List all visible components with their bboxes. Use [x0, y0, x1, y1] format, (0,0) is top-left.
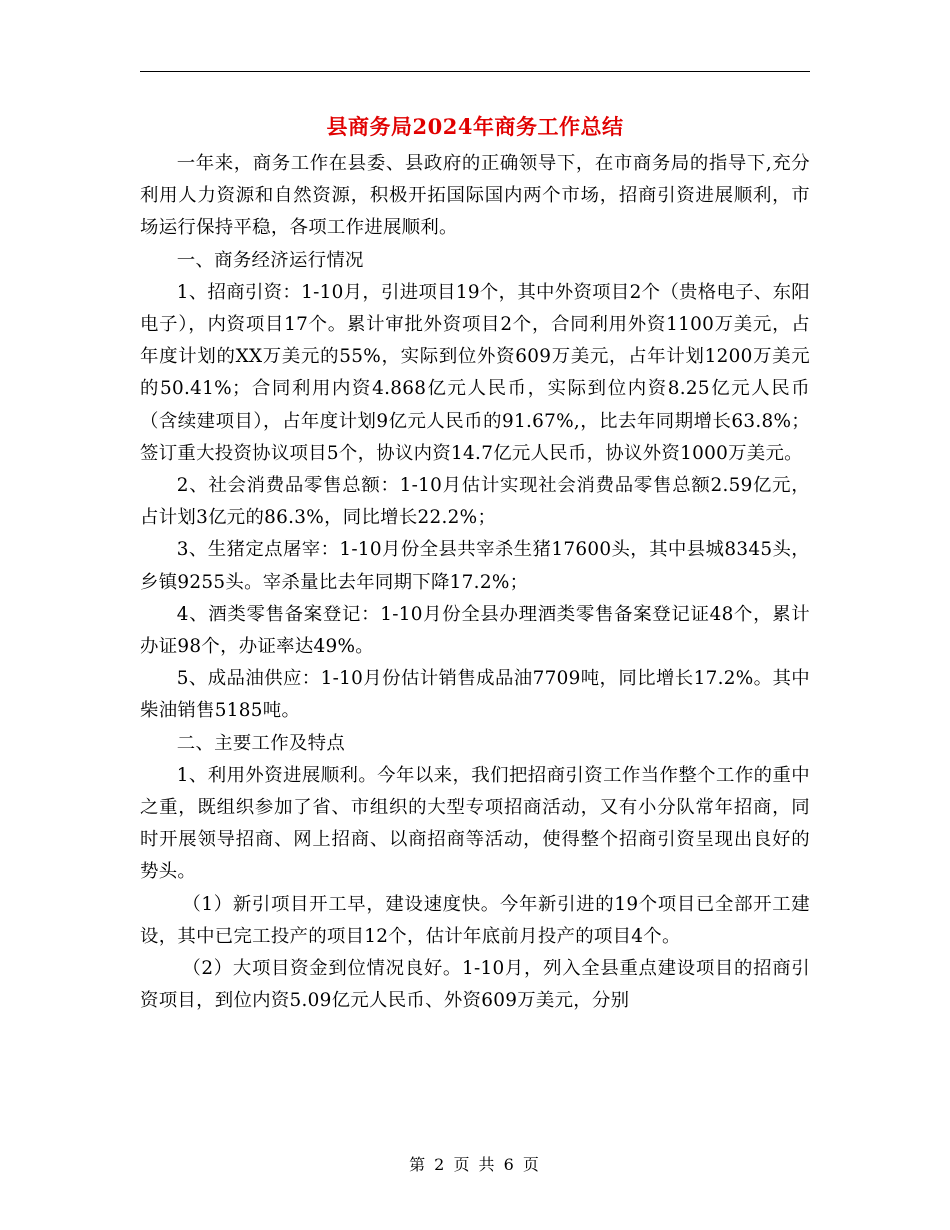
paragraph-liquor-registration: 4、酒类零售备案登记：1-10月份全县办理酒类零售备案登记证48个，累计办证98个，办证率达49%。: [140, 603, 810, 658]
paragraph-retail-sales: 2、社会消费品零售总额：1-10月估计实现社会消费品零售总额2.59亿元，占计划3亿元的86.3%，同比增长22.2%；: [140, 475, 810, 529]
section-heading-main-work: 二、主要工作及特点: [176, 732, 346, 754]
paragraph-major-project-funds: （2）大项目资金到位情况良好。1-10月，列入全县重点建设项目的招商引资项目，到位内资5.09亿元人民币、外资609万美元，分别: [140, 958, 810, 1012]
paragraph-pig-slaughter: 3、生猪定点屠宰：1-10月份全县共宰杀生猪17600头，其中县城8345头，乡镇9255头。宰杀量比去年同期下降17.2%；: [140, 539, 810, 593]
document-body: [140, 148, 810, 1017]
document-title: 县商务局2024年商务工作总结: [326, 114, 624, 139]
paragraph-foreign-investment: 1、利用外资进展顺利。今年以来，我们把招商引资工作当作整个工作的重中之重，既组织参加了省、市组织的大型专项招商活动，又有小分队常年招商，同时开展领导招商、网上招商、以商招商等活动，使得整个招商引资呈现出良好的势头。: [140, 764, 810, 883]
paragraph-oil-supply: 5、成品油供应：1-10月份估计销售成品油7709吨，同比增长17.2%。其中柴油销售5185吨。: [140, 668, 810, 722]
paragraph-new-projects: （1）新引项目开工早，建设速度快。今年新引进的19个项目已全部开工建设，其中已完工投产的项目12个，估计年底前月投产的项目4个。: [140, 893, 810, 947]
section-heading-operations: 一、商务经济运行情况: [176, 249, 364, 271]
page-number-footer: 第 2 页 共 6 页: [409, 1155, 541, 1174]
header-rule: [140, 71, 810, 72]
paragraph-investment-attraction: 1、招商引资：1-10月，引进项目19个，其中外资项目2个（贵格电子、东阳电子），内资项目17个。累计审批外资项目2个，合同利用外资1100万美元，占年度计划的XX万美元的55%，实际到位外资609万美元，占年计划1200万美元的50.41%；合同利用内资4.868亿元人民币，实际到位内资8.25亿元人民币（含续建项目），占年度计划9亿元人民币的91.67%,，比去年同期增长63.8%；签订重大投资协议项目5个，协议内资14.7亿元人民币，协议外资1000万美元。: [140, 281, 810, 464]
intro-paragraph: 一年来，商务工作在县委、县政府的正确领导下，在市商务局的指导下,充分利用人力资源和自然资源，积极开拓国际国内两个市场，招商引资进展顺利，市场运行保持平稳，各项工作进展顺利。: [140, 153, 810, 239]
